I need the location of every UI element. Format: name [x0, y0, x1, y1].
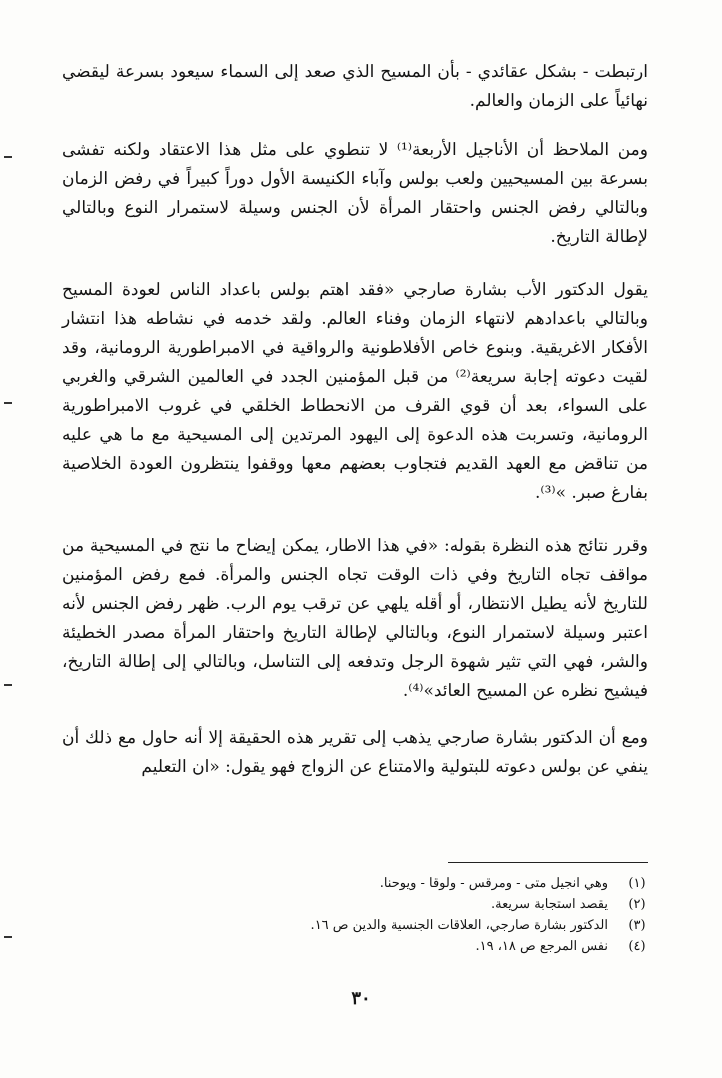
margin-mark	[4, 156, 12, 158]
margin-mark	[4, 684, 12, 686]
footnote-text: وهي انجيل متى - ومرقس - ولوقا - ويوحنا.	[379, 876, 608, 891]
footnote-number: (١)	[628, 876, 646, 891]
paragraph: ارتبطت - بشكل عقائدي - بأن المسيح الذي صعد إلى السماء سيعود بسرعة ليقضي نهائياً على الزمان والعالم.	[62, 62, 648, 111]
body-text	[62, 58, 648, 782]
footnote-number: (٤)	[628, 939, 646, 954]
paragraph: وقرر نتائج هذه النظرة بقوله: «في هذا الاطار، يمكن إيضاح ما نتج في المسيحية من مواقف تجاه التاريخ وفي ذات الوقت تجاه الجنس والمرأة. فمع رفض المؤمنين للتاريخ لأنه يطيل الانتظار، أو أقله يلهي عن ترقب يوم الرب. ظهر رفض الجنس لأنه اعتبر وسيلة لاستمرار النوع، وبالتالي لإطالة التاريخ واحتقار المرأة مصدر الخطيئة والشر، فهي التي تثير شهوة الرجل وتدفعه إلى التناسل، وبالتالي إلى إطالة التاريخ، فيشيح نظره عن المسيح العائد»⁽⁴⁾.	[62, 536, 648, 701]
margin-mark	[4, 936, 12, 938]
footnote-divider	[448, 862, 648, 863]
footnotes	[62, 862, 648, 957]
paragraph: ومن الملاحظ أن الأناجيل الأربعة⁽¹⁾ لا تنطوي على مثل هذا الاعتقاد ولكنه تفشى بسرعة بين المسيحيين ولعب بولس وآباء الكنيسة الأول دوراً كبيراً في رفض الزمان وبالتالي رفض الجنس واحتقار المرأة لأن الجنس وسيلة لاستمرار النوع وبالتالي لإطالة التاريخ.	[62, 140, 648, 247]
footnote	[62, 936, 648, 957]
footnote-number: (٣)	[628, 918, 646, 933]
footnote-number: (٢)	[628, 897, 646, 912]
footnote	[62, 873, 648, 894]
paragraph: ومع أن الدكتور بشارة صارجي يذهب إلى تقرير هذه الحقيقة إلا أنه حاول مع ذلك أن ينفي عن بولس دعوته للبتولية والامتناع عن الزواج فهو يقول: «ان التعليم	[62, 728, 648, 777]
footnote	[62, 894, 648, 915]
paragraph: يقول الدكتور الأب بشارة صارجي «فقد اهتم بولس باعداد الناس لعودة المسيح وبالتالي باعدادهم لانتهاء الزمان وفناء العالم. ولقد خدمه في نشاطه هذا انتشار الأفكار الاغريقية. وبنوع خاص الأفلاطونية والرواقية في الامبراطورية الرومانية، وقد لقيت دعوته إجابة سريعة⁽²⁾ من قبل المؤمنين الجدد في العالمين الشرقي والغربي على السواء، بعد أن قوي القرف من الانحطاط الخلقي في غروب الامبراطورية الرومانية، وتسربت هذه الدعوة إلى اليهود المرتدين إلى المسيحية مع ما هي عليه من تناقض مع العهد القديم فتجاوب بعضهم معها ووقفوا ينتظرون العودة الخلاصية بفارغ صبر. »⁽³⁾.	[62, 280, 648, 503]
footnote-text: الدكتور بشارة صارجي، العلاقات الجنسية والدين ص ١٦.	[310, 918, 608, 933]
page-number: ٣٠	[351, 988, 371, 1009]
margin-mark	[4, 402, 12, 404]
footnote-text: نفس المرجع ص ١٨، ١٩.	[475, 939, 608, 954]
footnote	[62, 915, 648, 936]
footnote-text: يقصد استجابة سريعة.	[491, 897, 608, 912]
